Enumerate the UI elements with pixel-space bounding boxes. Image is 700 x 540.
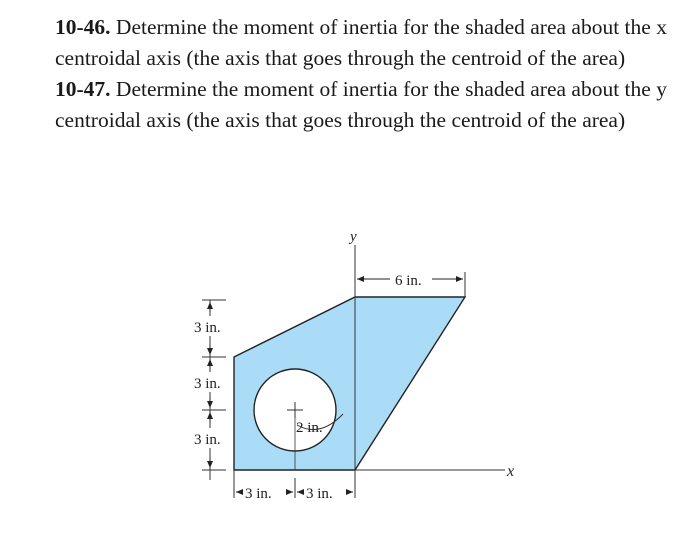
dimension-bottom-right-label: 3 in. bbox=[306, 486, 333, 502]
dimension-radius-label: 2 in. bbox=[296, 420, 323, 436]
x-axis-label: x bbox=[507, 463, 515, 480]
problem-number: 10-46. bbox=[55, 15, 111, 39]
problem-statement: Determine the moment of inertia for the shaded area about the x centroidal axis (the axis that goes through the centroid of the area) bbox=[55, 15, 667, 70]
dimension-left-middle-label: 3 in. bbox=[194, 376, 221, 392]
y-axis-label: y bbox=[350, 229, 357, 245]
problem-statement: Determine the moment of inertia for the shaded area about the y centroidal axis (the axis that goes through the centroid of the area) bbox=[55, 77, 667, 132]
dimension-left-bottom-label: 3 in. bbox=[194, 432, 221, 448]
shaded-area bbox=[234, 297, 465, 470]
dimension-bottom-left-label: 3 in. bbox=[245, 486, 272, 502]
dimension-top-label: 6 in. bbox=[395, 273, 422, 289]
problem-number: 10-47. bbox=[55, 77, 111, 101]
dimension-left-top-label: 3 in. bbox=[194, 320, 221, 336]
